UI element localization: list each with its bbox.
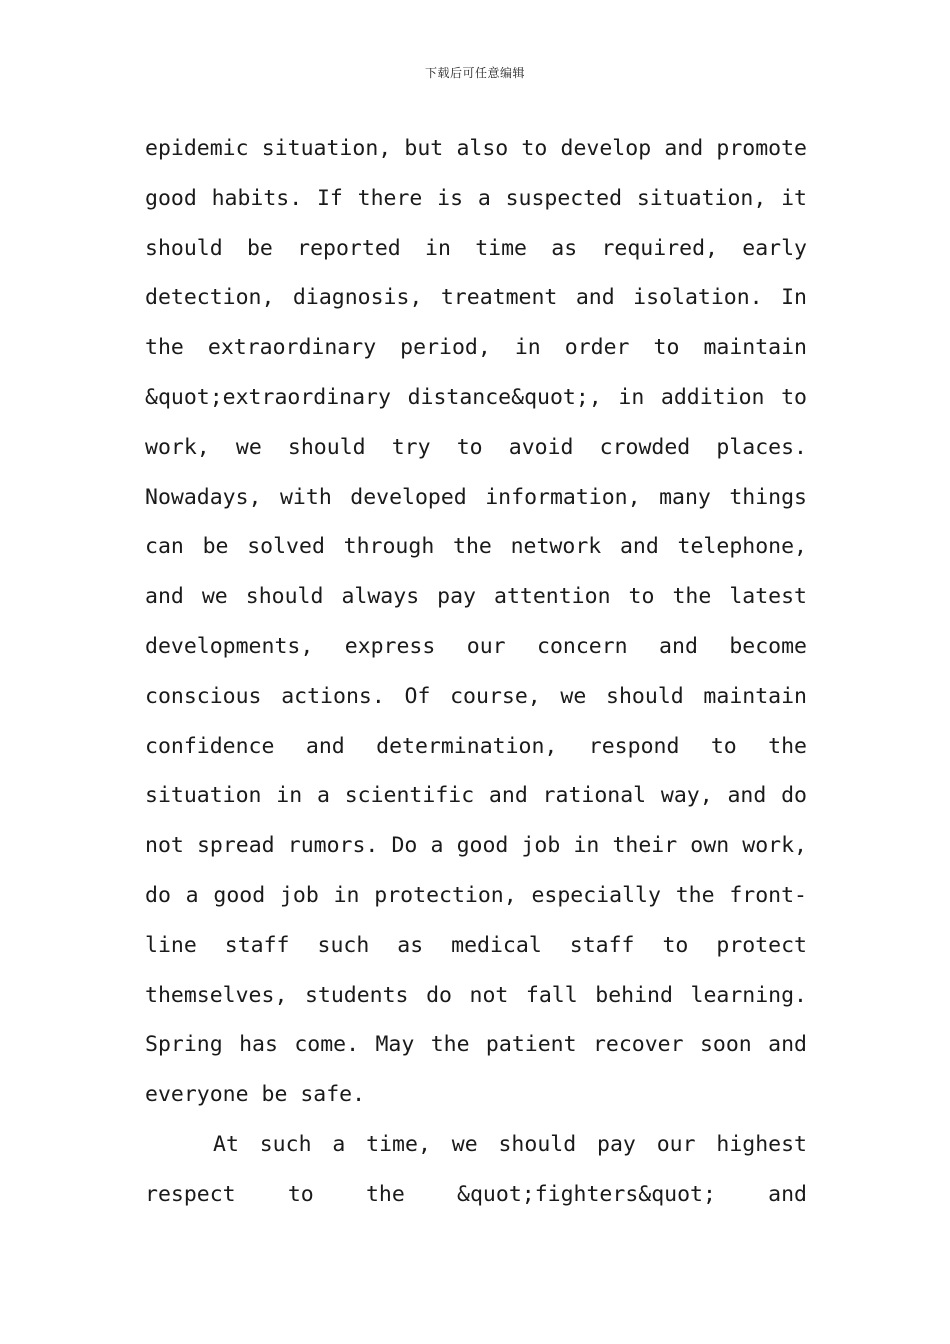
text-line: &quot;extraordinary distance&quot;, in addition to (145, 384, 807, 410)
page-header: 下载后可任意编辑 (424, 66, 525, 80)
text-line: line staff such as medical staff to protect (145, 932, 807, 958)
text-line: do a good job in protection, especially the front- (145, 882, 807, 908)
text-line: and we should always pay attention to the latest (145, 584, 807, 610)
text-line: should be reported in time as required, early (145, 235, 807, 261)
text-line: everyone be safe. (145, 1082, 366, 1108)
text-line: not spread rumors. Do a good job in their own work, (145, 833, 807, 859)
text-line: Spring has come. May the patient recover soon and (145, 1032, 807, 1058)
text-line: situation in a scientific and rational way, and do (145, 783, 807, 809)
text-line: confidence and determination, respond to the (145, 733, 807, 759)
text-line: At such a time, we should pay our highest (213, 1131, 807, 1157)
text-line: epidemic situation, but also to develop and promote (145, 136, 807, 161)
text-line: detection, diagnosis, treatment and isolation. In (145, 285, 807, 311)
paragraph-2 (145, 1120, 807, 1220)
text-line: themselves, students do not fall behind learning. (145, 982, 807, 1008)
text-line: respect to the &quot;fighters&quot; and (145, 1181, 807, 1207)
text-line: work, we should try to avoid crowded places. (145, 434, 807, 460)
text-line: the extraordinary period, in order to maintain (145, 335, 807, 361)
text-line: conscious actions. Of course, we should maintain (145, 683, 807, 709)
paragraph-1 (145, 124, 807, 1120)
text-line: good habits. If there is a suspected situation, it (145, 185, 807, 211)
document-body (145, 124, 807, 1220)
text-line: Nowadays, with developed information, many things (145, 484, 807, 510)
text-line: can be solved through the network and telephone, (145, 534, 807, 560)
text-line: developments, express our concern and become (145, 633, 807, 659)
